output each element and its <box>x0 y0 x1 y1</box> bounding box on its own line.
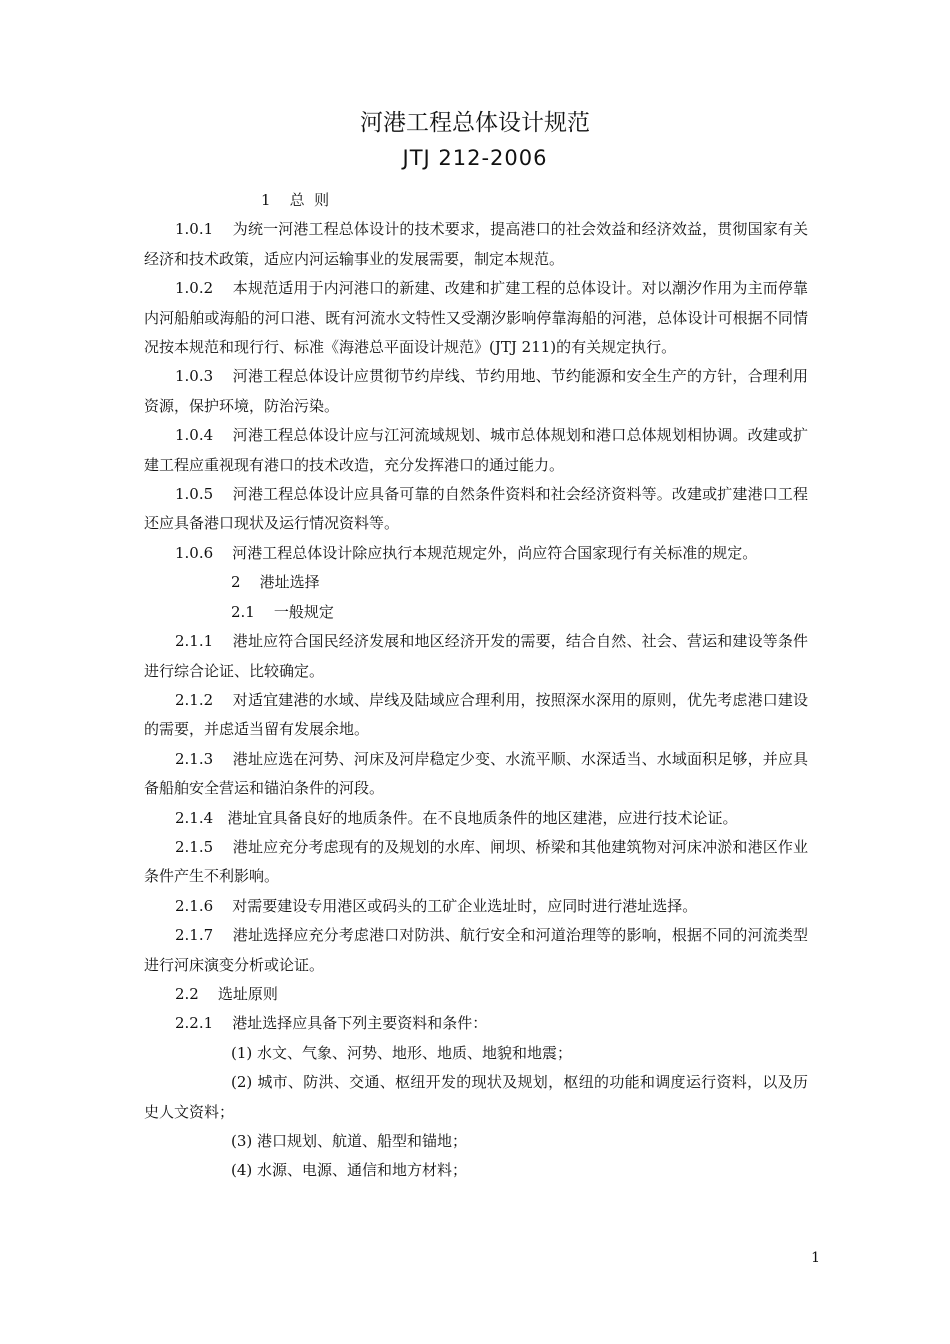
list-item: (1) 水文、气象、河势、地形、地质、地貌和地震； <box>231 1043 573 1062</box>
standard-code: JTJ 212-2006 <box>402 146 548 170</box>
clause-paragraph: 2.2.1 港址选择应具备下列主要资料和条件： <box>175 1014 488 1033</box>
chapter-heading: 1 总 则 <box>261 191 330 209</box>
clause-paragraph: 2.1.7 港址选择应充分考虑港口对防洪、航行安全和河道治理等的影响，根据不同的河流类型进行河床演变分析或论证。 <box>144 926 808 974</box>
list-item: (2) 城市、防洪、交通、枢纽开发的现状及规划，枢纽的功能和调度运行资料，以及历史人文资料； <box>144 1073 808 1121</box>
section-heading: 2.1 一般规定 <box>231 602 334 621</box>
chapter-heading: 2 港址选择 <box>231 573 320 592</box>
list-item: (4) 水源、电源、通信和地方材料； <box>231 1161 468 1180</box>
clause-paragraph: 1.0.1 为统一河港工程总体设计的技术要求，提高港口的社会效益和经济效益，贯彻国家有关经济和技术政策，适应内河运输事业的发展需要，制定本规范。 <box>144 220 808 268</box>
page-number: 1 <box>811 1250 820 1266</box>
clause-paragraph: 1.0.6 河港工程总体设计除应执行本规范规定外，尚应符合国家现行有关标准的规定。 <box>175 543 758 562</box>
document-title: 河港工程总体设计规范 <box>360 110 590 136</box>
clause-paragraph: 1.0.3 河港工程总体设计应贯彻节约岸线、节约用地、节约能源和安全生产的方针，合理利用资源，保护环境，防治污染。 <box>144 367 808 415</box>
document-body <box>144 186 808 1186</box>
clause-paragraph: 1.0.2 本规范适用于内河港口的新建、改建和扩建工程的总体设计。对以潮汐作用为主而停靠内河船舶或海船的河口港、既有河流水文特性又受潮汐影响停靠海船的河港，总体设计可根据不同情况按本规范和现行行、标准《海港总平面设计规范》(JTJ 211)的有关规定执行。 <box>144 279 808 357</box>
clause-paragraph: 2.1.4 港址宜具备良好的地质条件。在不良地质条件的地区建港，应进行技术论证。 <box>175 808 738 827</box>
clause-paragraph: 2.1.5 港址应充分考虑现有的及规划的水库、闸坝、桥梁和其他建筑物对河床冲淤和港区作业条件产生不利影响。 <box>144 837 808 886</box>
section-heading: 2.2 选址原则 <box>175 984 278 1003</box>
clause-paragraph: 2.1.6 对需要建设专用港区或码头的工矿企业选址时，应同时进行港址选择。 <box>175 896 698 915</box>
clause-paragraph: 1.0.4 河港工程总体设计应与江河流域规划、城市总体规划和港口总体规划相协调。改建或扩建工程应重视现有港口的技术改造，充分发挥港口的通过能力。 <box>144 426 808 474</box>
clause-paragraph: 2.1.1 港址应符合国民经济发展和地区经济开发的需要，结合自然、社会、营运和建设等条件进行综合论证、比较确定。 <box>144 632 808 680</box>
clause-paragraph: 2.1.2 对适宜建港的水域、岸线及陆域应合理利用，按照深水深用的原则，优先考虑港口建设的需要，并虑适当留有发展余地。 <box>144 690 808 739</box>
list-item: (3) 港口规划、航道、船型和锚地； <box>231 1132 468 1150</box>
clause-paragraph: 2.1.3 港址应选在河势、河床及河岸稳定少变、水流平顺、水深适当、水域面积足够，并应具备船舶安全营运和锚泊条件的河段。 <box>144 749 808 798</box>
clause-paragraph: 1.0.5 河港工程总体设计应具备可靠的自然条件资料和社会经济资料等。改建或扩建港口工程还应具备港口现状及运行情况资料等。 <box>144 485 808 533</box>
